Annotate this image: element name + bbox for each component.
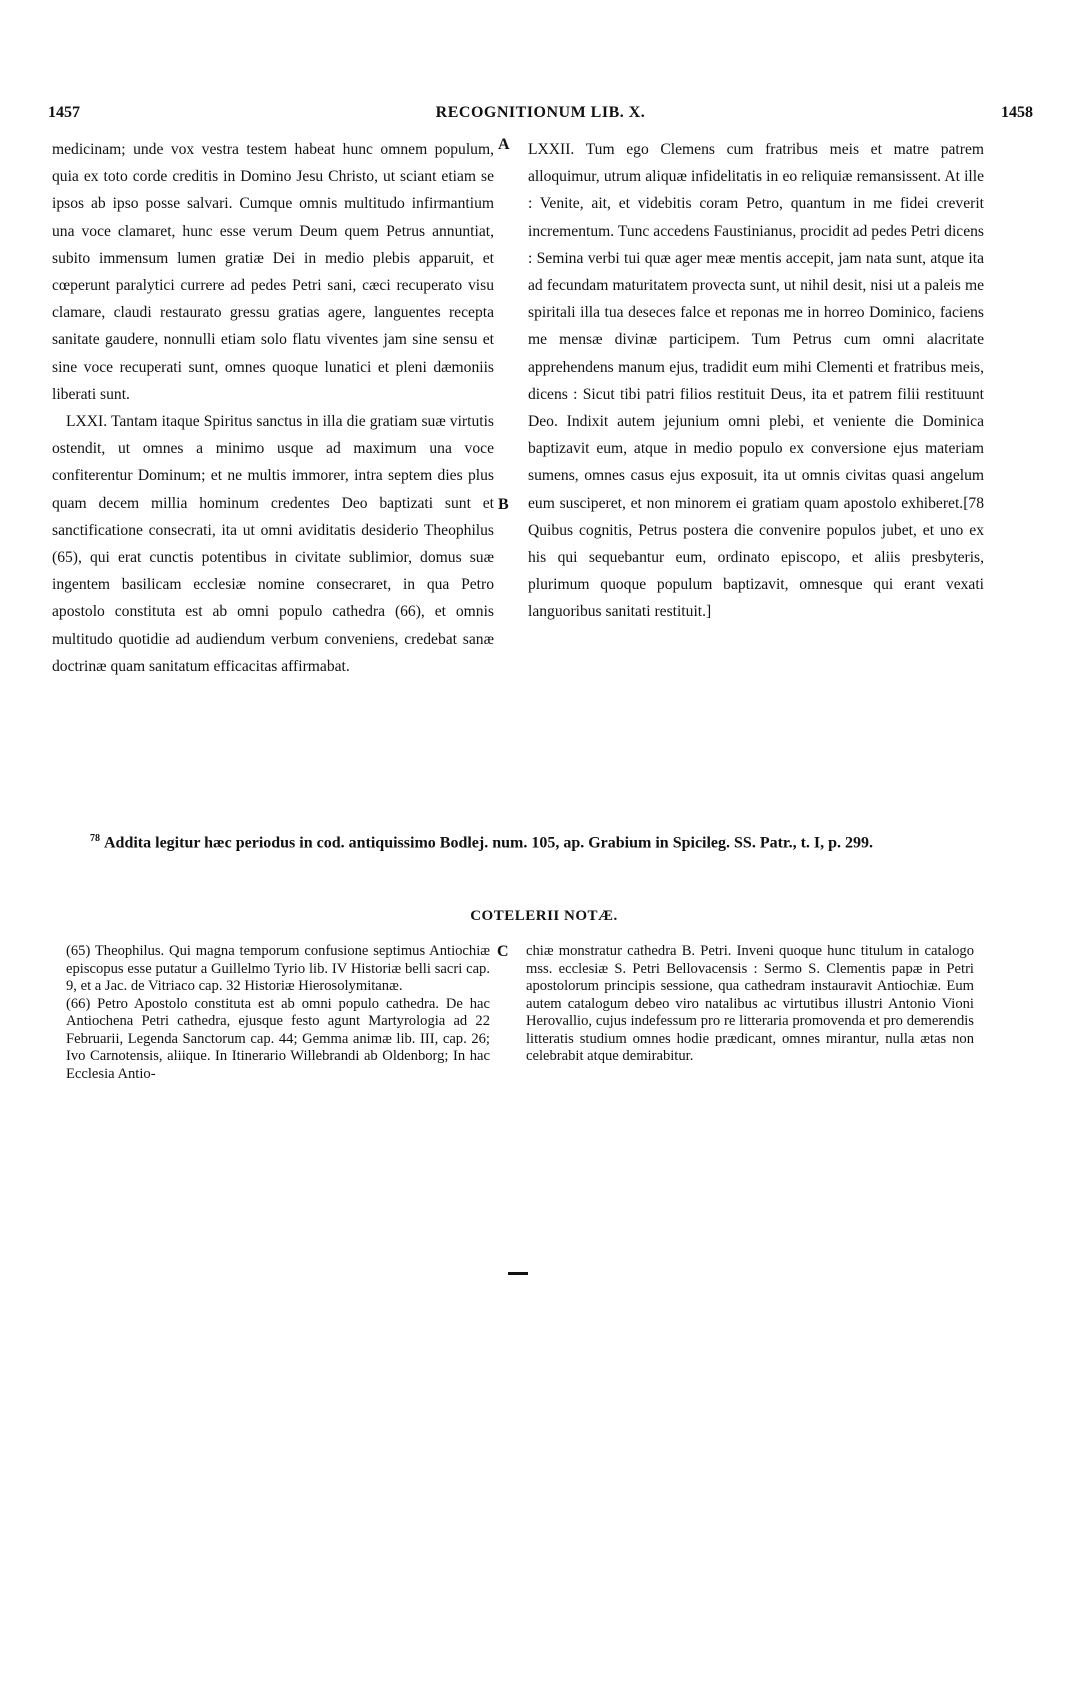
footnote-text: Addita legitur hæc periodus in cod. antiquissimo Bodlej. num. 105, ap. Grabium in Spicileg. SS. Patr., t. I, p. 299. (104, 834, 874, 852)
margin-letter-b: B (498, 496, 509, 513)
page-number-left: 1457 (48, 104, 80, 121)
note-65: (65) Theophilus. Qui magna temporum confusione septimus Antiochiæ episcopus esse putatur a Guillelmo Tyrio lib. IV Historiæ belli sacri cap. 9, et a Jac. de Vitriaco cap. 32 Historiæ Hierosolymitanæ. (66, 943, 490, 994)
margin-letter-a: A (498, 136, 510, 153)
footnote (90, 828, 970, 853)
notes-right-column (526, 943, 974, 1066)
note-66: (66) Petro Apostolo constituta est ab omni populo cathedra. De hac Antiochena Petri cathedra, ejusque festo agunt Martyrologia ad 22 Februarii, Legenda Sanctorum cap. 44; Gemma animæ lib. III, cap. 26; Ivo Carnotensis, aliique. In Itinerario Willebrandi ab Oldenborg; In hac Ecclesia Antio- (66, 995, 490, 1082)
paragraph-lxxi: LXXI. Tantam itaque Spiritus sanctus in illa die gratiam suæ virtutis ostendit, ut omnes a minimo usque ad maximum una voce confiterentur Dominum; et ne multis immorer, intra septem dies plus quam decem millia hominum credentes Deo baptizati sunt et sanctificatione consecrati, ita ut omni aviditatis desiderio Theophilus (65), qui erat cunctis potentibus in civitate sublimior, domus suæ ingentem basilicam ecclesiæ nomine consecraret, in qua Petro apostolo constituta est ab omni populo cathedra (66), et omnis multitudo quotidie ad audiendum verbum conveniens, credebat sanæ doctrinæ quam sanitatum efficacitas affirmabat. (52, 413, 494, 675)
note-continuation: chiæ monstratur cathedra B. Petri. Inveni quoque hunc titulum in catalogo mss. ecclesiæ S. Petri Bellovacensis : Sermo S. Clementis papæ in Petri apostolorum principis sessione, qua cathedram instauravit Antiochiæ. Eum autem catalogum debeo viro natalibus ac virtutibus illustri Antonio Vioni Herovallio, cujus indefessum pro re litteraria promovenda et pro demerendis litteratis studium omnes hodie prædicant, omnes mirantur, nulla ætas non celebrabit atque demirabitur. (526, 943, 974, 1064)
notes-left-column (66, 943, 490, 1083)
right-text-column (528, 136, 984, 626)
paragraph-lxxii: LXXII. Tum ego Clemens cum fratribus meis et matre patrem alloquimur, utrum aliquæ infidelitatis in eo reliquiæ remansissent. At ille : Venite, ait, et videbitis coram Petro, quantum in me fidei creverit incrementum. Tunc accedens Faustinianus, procidit ad pedes Petri dicens : Semina verbi tui quæ ager meæ mentis accepit, jam nata sunt, atque ita ad fecundam maturitatem provecta sunt, ut nihil desit, nisi ut a paleis me spiritali illa tua deseces falce et reponas me in horreo Dominico, faciens me mensæ divinæ participem. Tum Petrus cum omni alacritate apprehendens manum ejus, tradidit eum mihi Clementi et fratribus meis, dicens : Sicut tibi patri filios restituit Deus, ita et patrem filii restituunt Deo. Indixit autem jejunium omni plebi, et veniente die Dominica baptizavit eum, atque in medio populo ex conversione ejus materiam sumens, omnes casus ejus exposuit, ita ut omnis civitas quasi angelum eum susciperet, et non minorem ei gratiam quam apostolo exhiberet.[78 Quibus cognitis, Petrus postera die convenire populos jubet, et uno ex his qui sequebantur eum, ordinato episcopo, et aliis presbyteris, plurimum quoque populum baptizavit, omnesque qui erant vexati languoribus sanitati restituit.] (528, 141, 984, 621)
footnote-ref: 78 (90, 833, 100, 844)
notes-heading: COTELERII NOTÆ. (470, 908, 618, 924)
page-number-right: 1458 (1001, 104, 1033, 121)
paragraph-continuation: medicinam; unde vox vestra testem habeat hunc omnem populum, quia ex toto corde creditis in Domino Jesu Christo, ut sciant etiam se ipsos ab ipso posse salvari. Cumque omnis multitudo infirmantium una voce clamaret, hunc esse verum Deum quem Petrus annuntiat, subito immensum lumen gratiæ Dei in medio plebis apparuit, et cœperunt paralytici currere ad pedes Petri sani, cæci recuperato visu clamare, claudi restaurato gressu gratias agere, languentes recepta sanitate gaudere, nonnulli etiam solo flatu viventes jam sine sensu et sine voce recuperati sunt, omnes quoque lunatici et pleni dæmoniis liberati sunt. (52, 141, 494, 403)
running-title: RECOGNITIONUM LIB. X. (435, 104, 646, 121)
margin-letter-c: C (497, 943, 509, 960)
running-header (48, 104, 1033, 128)
left-text-column (52, 136, 494, 680)
end-divider (508, 1272, 528, 1275)
